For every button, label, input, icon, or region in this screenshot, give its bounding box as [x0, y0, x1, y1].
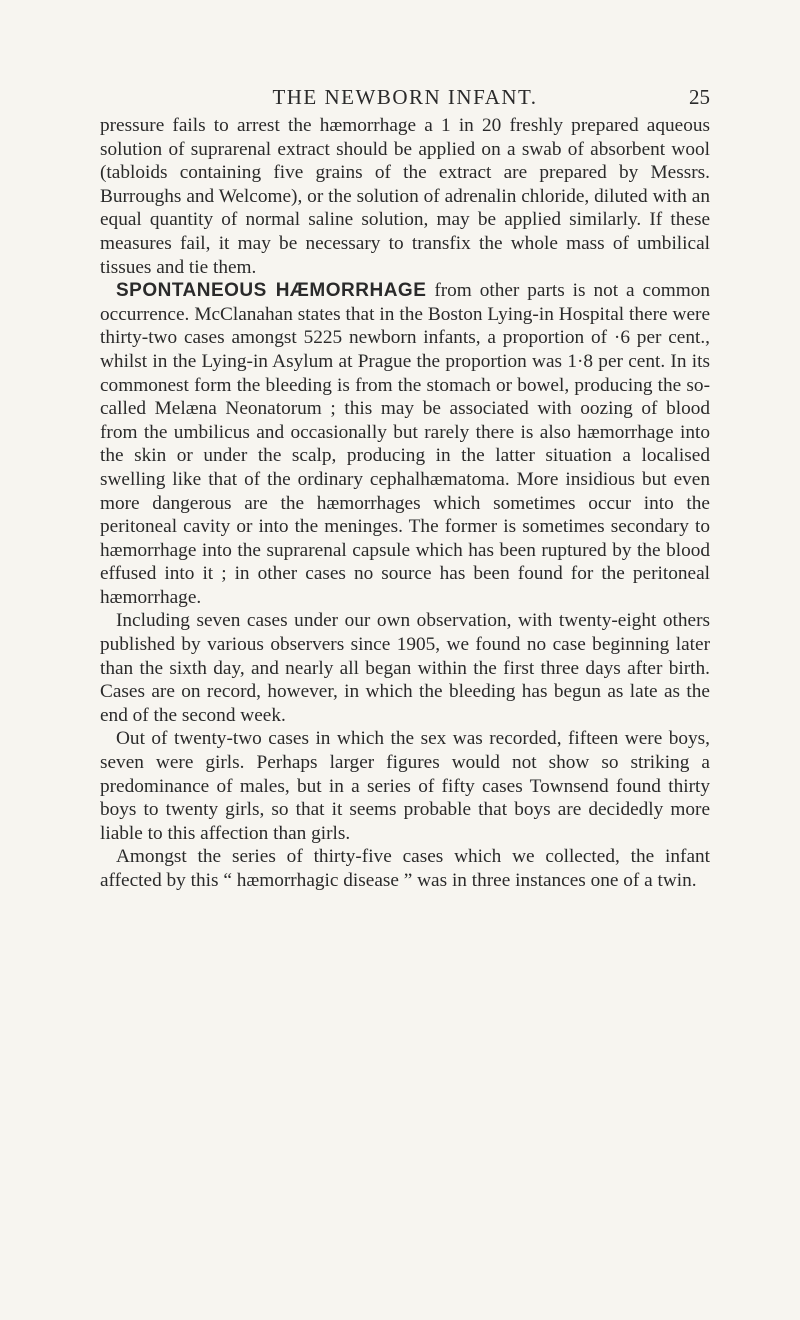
page-header	[100, 82, 710, 112]
paragraph-text: from other parts is not a common occurrence. McClanahan states that in the Boston Lying-in Hospital there were thirty-two cases amongst 5225 newborn infants, a proportion of ·6 per cent., whilst in the Lying-in Asylum at Prague the proportion was 1·8 per cent. In its commonest form the bleeding is from the stomach or bowel, producing the so-called Melæna Neonatorum ; this may be associated with oozing of blood from the umbilicus and occasionally but rarely there is also hæmorrhage into the skin or under the scalp, producing in the latter situation a localised swelling like that of the ordinary cephalhæmatoma. More insidious but even more dangerous are the hæmorrhages which sometimes occur into the peritoneal cavity or into the meninges. The former is sometimes secondary to hæmorrhage into the suprarenal capsule which has been ruptured by the blood effused into it ; in other cases no source has been found for the peritoneal hæmorrhage.	[100, 280, 710, 608]
section-heading: SPONTANEOUS HÆMORRHAGE	[116, 280, 427, 302]
paragraph	[100, 114, 710, 279]
paragraph	[100, 279, 710, 609]
paragraph	[100, 845, 710, 892]
paragraph-text: pressure fails to arrest the hæmorrhage a 1 in 20 freshly prepared aqueous solution of suprarenal extract should be applied on a swab of absorbent wool (tabloids containing five grains of the extract are prepared by Messrs. Burroughs and Welcome), or the solution of adrenalin chloride, diluted with an equal quantity of normal saline solution, may be applied similarly. If these measures fail, it may be necessary to transfix the whole mass of umbilical tissues and tie them.	[100, 115, 710, 278]
running-head: THE NEWBORN INFANT.	[272, 85, 538, 109]
page-number: 25	[689, 85, 710, 109]
paragraph	[100, 609, 710, 727]
paragraph-text: Out of twenty-two cases in which the sex was recorded, fifteen were boys, seven were girls. Perhaps larger figures would not show so striking a predominance of males, but in a series of fifty cases Townsend found thirty boys to twenty girls, so that it seems probable that boys are decidedly more liable to this affection than girls.	[100, 728, 710, 844]
body-text	[100, 114, 710, 893]
paragraph-text: Including seven cases under our own observation, with twenty-eight others published by various observers since 1905, we found no case beginning later than the sixth day, and nearly all began within the first three days after birth. Cases are on record, however, in which the bleeding has begun as late as the end of the second week.	[100, 610, 710, 726]
paragraph	[100, 727, 710, 845]
paragraph-text: Amongst the series of thirty-five cases which we collected, the infant affected by this “ hæmorrhagic disease ” was in three instances one of a twin.	[100, 846, 710, 891]
